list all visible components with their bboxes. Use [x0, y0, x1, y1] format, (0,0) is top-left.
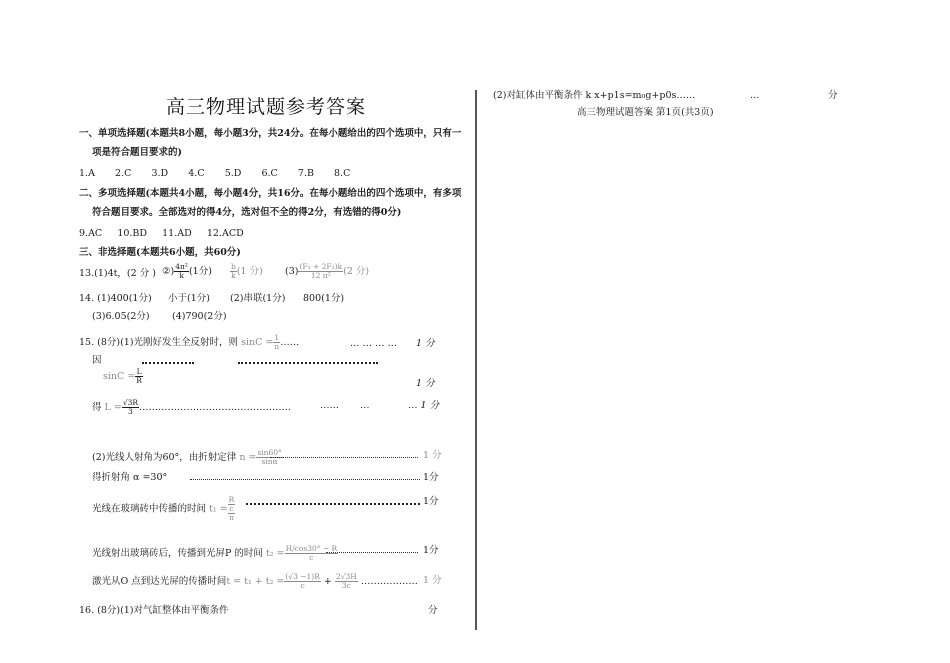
q15-frac-t-a: $\frac{(√3 -1)R}{c}$ — [285, 572, 320, 590]
answer-9: 9.AC — [79, 228, 103, 239]
q15-frac-t1: R c n — [228, 495, 235, 522]
q15-mid-dots: …… — [320, 400, 339, 411]
q15-result-L: 得 L = $\frac{√3R}{3}$ ………………………………………… — [92, 398, 292, 416]
q15-score-6: 1分 — [423, 496, 439, 507]
q16-part2-score: 分 — [828, 90, 838, 101]
q15-heading-tail: … … … … — [350, 338, 398, 349]
answer-10: 10.BD — [117, 228, 148, 239]
q13-frac-4pi2-k: $\frac{\text{4π²}}{k}$ — [175, 262, 188, 280]
section-3-heading: 三、非选择题(本题共6小题，共60分) — [79, 247, 241, 258]
page-title: 高三物理试题参考答案 — [166, 96, 367, 118]
q15-score-5: 1分 — [423, 472, 439, 483]
q15-score-4: 1 分 — [423, 450, 442, 461]
q15-dots-a — [142, 362, 194, 364]
q15-score-2: 1 分 — [416, 378, 435, 389]
q13-part2: ②) $\frac{\text{4π²}}{k}$ (1分) — [162, 262, 212, 280]
section-1-heading-cont: 项是符合题目要求的) — [92, 147, 182, 158]
section-2-heading-cont: 符合题目要求。全部选对的得4分，选对但不全的得2分，有选错的得0分) — [92, 207, 402, 218]
q15-frac-L-R: $\frac{L}{R}$ — [136, 367, 142, 385]
q15-yin: 因 — [92, 355, 102, 366]
section-2-answers — [79, 228, 244, 240]
q15-part2-line3: 光线在玻璃砖中传播的时间 t₁ = R c n — [92, 495, 235, 522]
section-1-answers — [79, 168, 350, 180]
answer-2: 2.C — [115, 168, 132, 179]
q15-dots-b — [238, 362, 378, 364]
q16-part2-line: (2)对缸体由平衡条件 k x+p1s=m₀g+p0s…… — [493, 90, 696, 101]
q15-part2-line5: 激光从O 点到达光屏的传播时间t = t₁ + t₂ = $\frac{(√3 -1)R}{c}$ + $\frac{2√3H}{3c}$ ……………… — [92, 572, 418, 590]
answer-7: 7.B — [297, 168, 314, 179]
section-1-heading: 一、单项选择题(本题共8小题，每小题3分，共24分。在每小题给出的四个选项中，只有一 — [79, 128, 462, 139]
q16-score-1: 分 — [428, 605, 438, 616]
q13-part4: (3) $\frac{\text{(F₁ + 2F₂)k}}{\text{12 π²}}$ (2 分) — [285, 262, 370, 280]
q14-part1: 14. (1)400(1分) — [79, 293, 152, 304]
q15-frac-t2: $\frac{H/\cos 30^\circ - R}{c}$ — [285, 544, 338, 562]
answer-11: 11.AD — [162, 228, 192, 239]
q15-mid-dots-2: … — [360, 400, 370, 411]
q15-frac-1-n: $\frac{1}{n}$ — [274, 333, 280, 351]
section-2-heading: 二、多项选择题(本题共4小题，每小题4分，共16分。在每小题给出的四个选项中，有多项 — [79, 188, 462, 199]
answer-3: 3.D — [151, 168, 169, 179]
q13-frac-b-k: $\frac{b}{k}$ — [231, 262, 236, 280]
q14-part4: 800(1分) — [303, 293, 345, 304]
q13-frac-force: $\frac{\text{(F₁ + 2F₂)k}}{\text{12 π²}}$ — [299, 262, 343, 280]
answer-5: 5.D — [224, 168, 242, 179]
q15-sinC-eq: sinC = $\frac{L}{R}$ — [103, 367, 142, 385]
q15-dots-c — [270, 457, 418, 458]
q14-part6: (4)790(2分) — [172, 311, 227, 322]
answer-4: 4.C — [188, 168, 205, 179]
q15-score-1: 1 分 — [416, 338, 435, 349]
q15-score-7: 1分 — [423, 545, 439, 556]
q15-heading: 15. (8分)(1)光刚好发生全反射时，则 sinC = $\frac{1}{n}$ …… — [79, 333, 300, 351]
q14-part3: (2)串联(1分) — [230, 293, 286, 304]
q15-score-3: … 1 分 — [408, 400, 440, 411]
q14-part5: (3)6.05(2分) — [92, 311, 150, 322]
q15-part2-line1: (2)光线人射角为60°，由折射定律 n = $\frac{\sin 60^\circ}{\sin\alpha}$ — [92, 448, 282, 466]
q15-dots-f — [326, 552, 418, 553]
answer-1: 1.A — [79, 168, 95, 179]
q13-part3: $\frac{b}{k}$ (1 分) — [231, 262, 263, 280]
q15-score-8: 1 分 — [423, 575, 442, 586]
answer-6: 6.C — [261, 168, 278, 179]
q15-part2-line4: 光线射出玻璃砖后，传播到光屏P 的时间 t₂ = $\frac{H/\cos 30^\circ - R}{c}$ — [92, 544, 338, 562]
q15-frac-t-b: $\frac{2√3H}{3c}$ — [335, 572, 357, 590]
q13-part1: 13.(1)4t，(2 分 ) — [79, 268, 156, 279]
q15-dots-e — [246, 503, 420, 505]
q15-frac-sin60-sinalpha: $\frac{\sin 60^\circ}{\sin\alpha}$ — [257, 448, 282, 466]
q16-part2-dots: … — [750, 90, 760, 101]
q16-heading: 16. (8分)(1)对气缸整体由平衡条件 — [79, 605, 229, 616]
q15-dots-d — [190, 479, 420, 480]
q15-frac-sqrt3R-3: $\frac{√3R}{3}$ — [122, 398, 139, 416]
q15-part2-line2: 得折射角 α =30° — [92, 472, 168, 483]
answer-8: 8.C — [334, 168, 351, 179]
page-footer: 高三物理试题答案 第1页(共3页) — [577, 107, 714, 118]
column-divider — [475, 90, 477, 630]
q14-part2: 小于(1分) — [168, 293, 210, 304]
answer-12: 12.ACD — [206, 228, 244, 239]
